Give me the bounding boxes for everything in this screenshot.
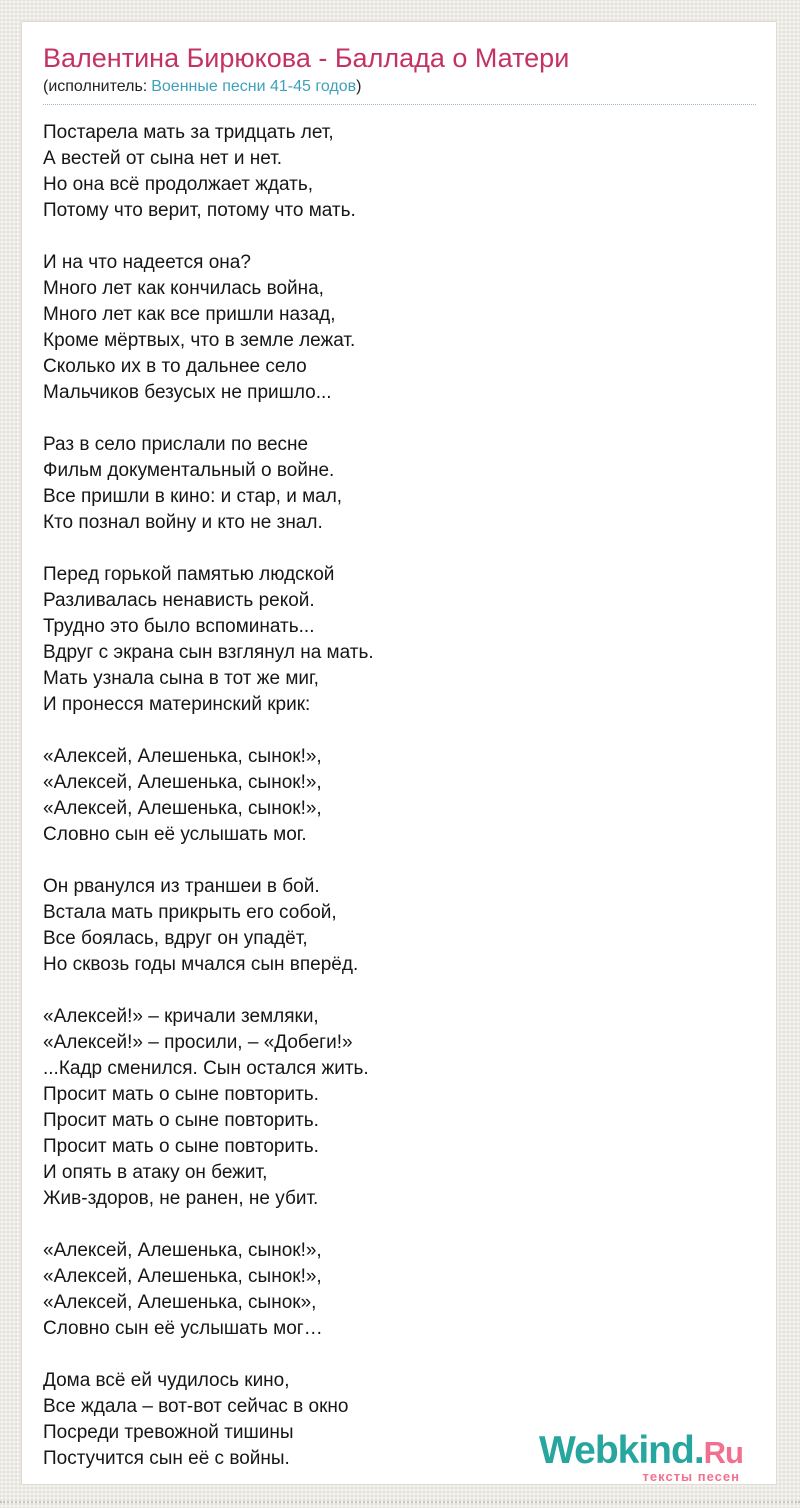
lyric-line: «Алексей!» – кричали земляки,: [43, 1006, 319, 1027]
lyric-line: И опять в атаку он бежит,: [43, 1162, 268, 1183]
lyric-line: Перед горькой памятью людской: [43, 564, 335, 585]
stanza: [43, 120, 756, 224]
logo-ru-text: Ru: [703, 1435, 743, 1470]
lyric-line: Вдруг с экрана сын взглянул на мать.: [43, 642, 374, 663]
lyric-line: Просит мать о сыне повторить.: [43, 1110, 319, 1131]
lyric-line: И пронесся материнский крик:: [43, 694, 311, 715]
lyrics-text: [43, 120, 756, 1472]
lyric-line: Кто познал войну и кто не знал.: [43, 512, 323, 533]
page-title: Валентина Бирюкова - Баллада о Матери: [43, 43, 570, 73]
content-card: [21, 21, 777, 1485]
lyric-line: Разливалась ненависть рекой.: [43, 590, 315, 611]
stanza: [43, 250, 756, 406]
lyric-line: Дома всё ей чудилось кино,: [43, 1370, 290, 1391]
lyric-line: Много лет как кончилась война,: [43, 278, 324, 299]
bottom-dashed-divider: [0, 1501, 800, 1503]
lyric-line: Словно сын её услышать мог.: [43, 824, 307, 845]
lyric-line: Кроме мёртвых, что в земле лежат.: [43, 330, 356, 351]
artist-line: [43, 76, 756, 105]
stanza: [43, 1004, 756, 1212]
lyric-line: А вестей от сына нет и нет.: [43, 148, 283, 169]
lyric-line: Сколько их в то дальнее село: [43, 356, 307, 377]
lyric-line: Все пришли в кино: и стар, и мал,: [43, 486, 343, 507]
lyric-line: «Алексей, Алешенька, сынок!»,: [43, 1240, 322, 1261]
lyric-line: Раз в село прислали по весне: [43, 434, 309, 455]
artist-label: (исполнитель:: [43, 78, 148, 95]
stanza: [43, 874, 756, 978]
lyric-line: Жив-здоров, не ранен, не убит.: [43, 1188, 319, 1209]
lyric-line: Потому что верит, потому что мать.: [43, 200, 356, 221]
logo-tagline: тексты песен: [642, 1469, 740, 1484]
webkind-logo[interactable]: [539, 1431, 743, 1483]
logo-main-text: Webkind: [539, 1429, 694, 1472]
lyric-line: Встала мать прикрыть его собой,: [43, 902, 337, 923]
lyric-line: Словно сын её услышать мог…: [43, 1318, 323, 1339]
lyric-line: «Алексей, Алешенька, сынок»,: [43, 1292, 317, 1313]
lyric-line: «Алексей, Алешенька, сынок!»,: [43, 772, 322, 793]
stanza: [43, 1238, 756, 1342]
lyric-line: Мать узнала сына в тот же миг,: [43, 668, 319, 689]
lyric-line: Фильм документальный о войне.: [43, 460, 335, 481]
artist-label-suffix: ): [356, 78, 362, 95]
logo-dot: .: [693, 1429, 704, 1472]
lyric-line: Трудно это было вспоминать...: [43, 616, 315, 637]
stanza: [43, 432, 756, 536]
stanza: [43, 744, 756, 848]
artist-link[interactable]: Военные песни 41-45 годов: [151, 78, 357, 95]
lyric-line: Он рванулся из траншеи в бой.: [43, 876, 320, 897]
lyric-line: Все ждала – вот-вот сейчас в окно: [43, 1396, 349, 1417]
lyric-line: Постарела мать за тридцать лет,: [43, 122, 334, 143]
lyric-line: «Алексей!» – просили, – «Добеги!»: [43, 1032, 353, 1053]
lyric-line: «Алексей, Алешенька, сынок!»,: [43, 798, 322, 819]
lyric-line: Но сквозь годы мчался сын вперёд.: [43, 954, 359, 975]
lyric-line: И на что надеется она?: [43, 252, 251, 273]
lyric-line: Все боялась, вдруг он упадёт,: [43, 928, 308, 949]
lyric-line: Просит мать о сыне повторить.: [43, 1084, 319, 1105]
lyric-line: «Алексей, Алешенька, сынок!»,: [43, 1266, 322, 1287]
lyric-line: Много лет как все пришли назад,: [43, 304, 336, 325]
lyric-line: Мальчиков безусых не пришло...: [43, 382, 332, 403]
stanza: [43, 562, 756, 718]
lyric-line: ...Кадр сменился. Сын остался жить.: [43, 1058, 369, 1079]
webkind-logo-text: [539, 1431, 743, 1470]
lyric-line: Постучится сын её с войны.: [43, 1448, 290, 1469]
lyric-line: «Алексей, Алешенька, сынок!»,: [43, 746, 322, 767]
lyric-line: Просит мать о сыне повторить.: [43, 1136, 319, 1157]
lyric-line: Но она всё продолжает ждать,: [43, 174, 314, 195]
lyric-line: Посреди тревожной тишины: [43, 1422, 294, 1443]
